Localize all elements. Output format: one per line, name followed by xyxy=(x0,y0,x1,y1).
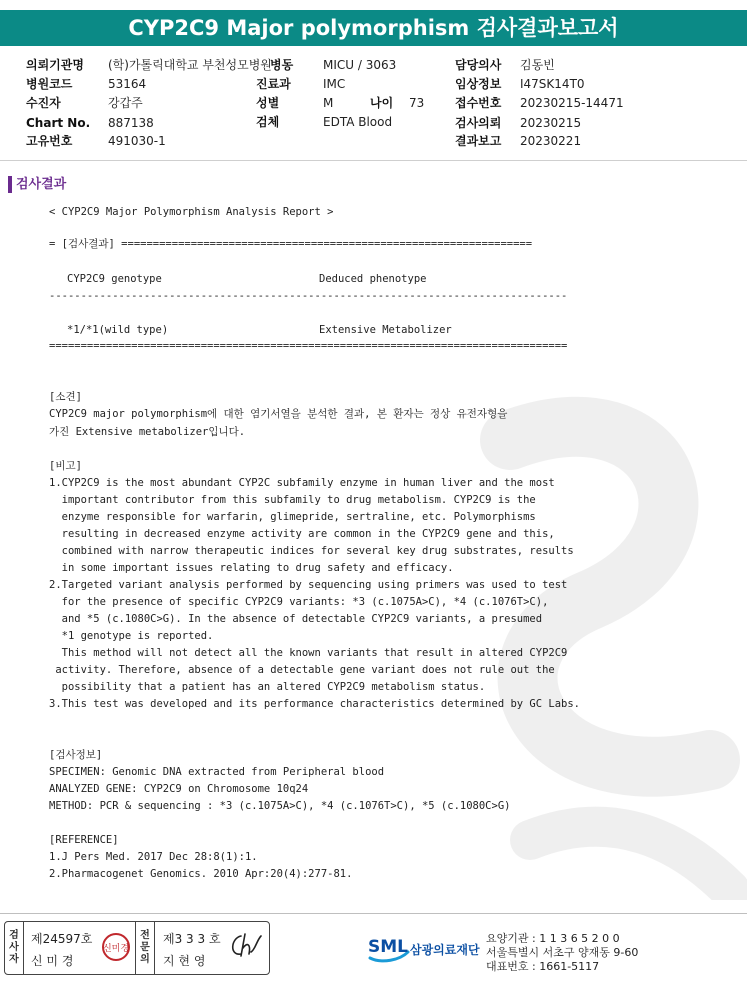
reference-heading: [REFERENCE] xyxy=(49,834,119,846)
tester-label: 검사자 xyxy=(5,922,24,974)
remarks-line: possibility that a patient has an altered CYP2C9 metabolism status. xyxy=(49,681,486,693)
remarks-line: 3.This test was developed and its performance characteristics determined by GC Labs. xyxy=(49,698,581,710)
remarks-line: activity. Therefore, absence of a detectable gene variant does not rule out the xyxy=(49,664,555,676)
label-sex: 성별 xyxy=(256,96,280,110)
label-request-date: 검사의뢰 xyxy=(455,116,502,130)
value-age: 73 xyxy=(409,96,425,110)
test-info-line: SPECIMEN: Genomic DNA extracted from Peripheral blood xyxy=(49,766,385,778)
value-department: IMC xyxy=(323,77,346,91)
remarks-line: for the presence of specific CYP2C9 variants: *3 (c.1075A>C), *4 (c.1076T>C), xyxy=(49,596,549,608)
signature-box xyxy=(4,921,270,975)
result-header-line: = [검사결과] ================================================================= xyxy=(49,238,533,250)
value-sex: M xyxy=(323,96,334,110)
reviewer-label: 전문의 xyxy=(135,922,155,974)
label-patient: 수진자 xyxy=(26,96,61,110)
label-clinical-info: 임상정보 xyxy=(455,77,502,91)
label-unique-no: 고유번호 xyxy=(26,134,73,148)
tester-name: 신 미 경 xyxy=(31,954,74,968)
value-physician: 김동빈 xyxy=(520,58,555,72)
phenotype-value: Extensive Metabolizer xyxy=(319,324,452,336)
test-info-heading: [검사정보] xyxy=(49,749,103,761)
section-marker xyxy=(8,176,12,193)
label-receipt-no: 접수번호 xyxy=(455,96,502,110)
label-report-date: 결과보고 xyxy=(455,134,502,148)
org-code: 요양기관 : 1 1 3 6 5 2 0 0 xyxy=(486,932,620,945)
value-patient: 강갑주 xyxy=(108,96,143,110)
report-title: CYP2C9 Major polymorphism 검사결과보고서 xyxy=(0,10,747,46)
genotype-value: *1/*1(wild type) xyxy=(67,324,169,336)
report-heading: < CYP2C9 Major Polymorphism Analysis Report > xyxy=(49,206,334,218)
remarks-line: important contributor from this subfamily to drug metabolism. CYP2C9 is the xyxy=(49,494,536,506)
section-title: 검사결과 xyxy=(16,177,67,192)
label-requesting-institution: 의뢰기관명 xyxy=(26,58,84,72)
label-hospital-code: 병원코드 xyxy=(26,77,73,91)
remarks-line: in some important issues relating to drug safety and efficacy. xyxy=(49,562,454,574)
value-receipt-no: 20230215-14471 xyxy=(520,96,624,110)
label-age: 나이 xyxy=(370,96,394,110)
org-phone: 대표번호 : 1661-5117 xyxy=(486,960,600,973)
org-name: 삼광의료재단 xyxy=(410,943,480,957)
remarks-line: 2.Targeted variant analysis performed by sequencing using primers was used to test xyxy=(49,579,568,591)
remarks-line: enzyme responsible for warfarin, glimepride, sertraline, etc. Polymorphisms xyxy=(49,511,536,523)
tester-seal-icon xyxy=(101,932,131,962)
value-chart-no: 887138 xyxy=(108,116,154,130)
opinion-line: 가진 Extensive metabolizer입니다. xyxy=(49,426,246,438)
remarks-line: *1 genotype is reported. xyxy=(49,630,214,642)
value-requesting-institution: (학)가톨릭대학교 부천성모병원 xyxy=(108,58,272,72)
label-specimen: 검체 xyxy=(256,115,280,129)
equals-divider: ================================================================================== xyxy=(49,340,568,352)
remarks-line: and *5 (c.1080C>G). In the absence of detectable CYP2C9 variants, a presumed xyxy=(49,613,543,625)
value-specimen: EDTA Blood xyxy=(323,115,393,129)
info-divider xyxy=(0,160,747,161)
reviewer-signature-icon xyxy=(227,930,265,964)
value-unique-no: 491030-1 xyxy=(108,134,166,148)
tester-license-no: 제24597호 xyxy=(31,932,93,946)
test-info-line: ANALYZED GENE: CYP2C9 on Chromosome 10q24 xyxy=(49,783,309,795)
opinion-heading: [소견] xyxy=(49,391,82,403)
value-hospital-code: 53164 xyxy=(108,77,147,91)
phenotype-column-header: Deduced phenotype xyxy=(319,273,427,285)
label-chart-no: Chart No. xyxy=(26,116,91,130)
value-ward: MICU / 3063 xyxy=(323,58,397,72)
remarks-line: This method will not detect all the known variants that result in altered CYP2C9 xyxy=(49,647,568,659)
value-report-date: 20230221 xyxy=(520,134,582,148)
opinion-line: CYP2C9 major polymorphism에 대한 염기서열을 분석한 결과, 본 환자는 정상 유전자형을 xyxy=(49,408,508,420)
remarks-heading: [비고] xyxy=(49,460,82,472)
remarks-line: combined with narrow therapeutic indices for several key drug substrates, results xyxy=(49,545,574,557)
label-physician: 담당의사 xyxy=(455,58,502,72)
value-request-date: 20230215 xyxy=(520,116,582,130)
sml-logo-text: SML xyxy=(368,937,408,957)
genotype-column-header: CYP2C9 genotype xyxy=(67,273,162,285)
dash-divider: ---------------------------------------------------------------------------------- xyxy=(49,290,568,302)
sml-logo-icon xyxy=(366,930,410,966)
label-department: 진료과 xyxy=(256,77,291,91)
value-clinical-info: I47SK14T0 xyxy=(520,77,585,91)
reference-line: 1.J Pers Med. 2017 Dec 28:8(1):1. xyxy=(49,851,258,863)
test-info-line: METHOD: PCR & sequencing : *3 (c.1075A>C), *4 (c.1076T>C), *5 (c.1080C>G) xyxy=(49,800,511,812)
remarks-line: resulting in decreased enzyme activity are common in the CYP2C9 gene and this, xyxy=(49,528,555,540)
tester-seal-text: 신미경 xyxy=(102,944,130,954)
reviewer-name: 지 현 영 xyxy=(163,954,206,968)
reviewer-license-no: 제3 3 3 호 xyxy=(163,932,221,946)
label-ward: 병동 xyxy=(270,58,294,72)
sml-watermark-icon xyxy=(470,380,747,900)
org-address: 서울특별시 서초구 양재동 9-60 xyxy=(486,946,639,959)
reference-line: 2.Pharmacogenet Genomics. 2010 Apr:20(4):277-81. xyxy=(49,868,353,880)
remarks-line: 1.CYP2C9 is the most abundant CYP2C subfamily enzyme in human liver and the most xyxy=(49,477,555,489)
